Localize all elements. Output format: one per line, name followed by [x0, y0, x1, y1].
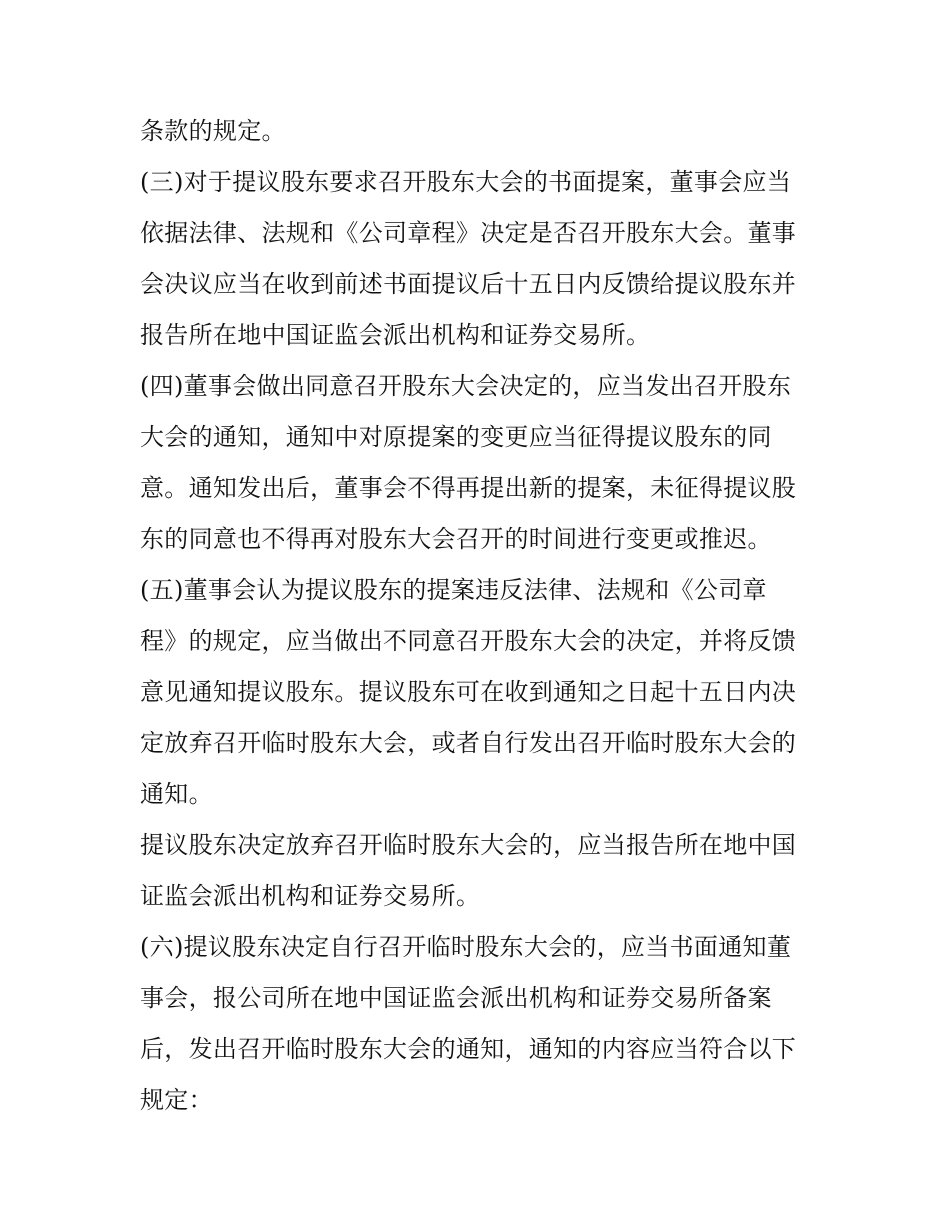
text-line: 证监会派出机构和证券交易所。 [140, 882, 481, 910]
text-line: 通知。 [140, 780, 213, 808]
text-line: 大会的通知，通知中对原提案的变更应当征得提议股东的同 [140, 423, 772, 451]
text-line: (三)对于提议股东要求召开股东大会的书面提案，董事会应当 [140, 168, 792, 196]
text-line: 提议股东决定放弃召开临时股东大会的，应当报告所在地中国 [140, 831, 797, 859]
text-line: 规定： [140, 1086, 213, 1114]
text-line: 定放弃召开临时股东大会，或者自行发出召开临时股东大会的 [140, 729, 797, 757]
text-line: 条款的规定。 [140, 117, 286, 145]
document-body [140, 106, 820, 1126]
text-line: 事会，报公司所在地中国证监会派出机构和证券交易所备案 [140, 984, 772, 1012]
text-line: 会决议应当在收到前述书面提议后十五日内反馈给提议股东并 [140, 270, 797, 298]
text-line: (五)董事会认为提议股东的提案违反法律、法规和《公司章 [140, 576, 767, 604]
text-line: 意。通知发出后，董事会不得再提出新的提案，未征得提议股 [140, 474, 797, 502]
text-line: 依据法律、法规和《公司章程》决定是否召开股东大会。董事 [140, 219, 797, 247]
text-line: (六)提议股东决定自行召开临时股东大会的，应当书面通知董 [140, 933, 792, 961]
text-line: (四)董事会做出同意召开股东大会决定的，应当发出召开股东 [140, 372, 792, 400]
text-line: 后，发出召开临时股东大会的通知，通知的内容应当符合以下 [140, 1035, 797, 1063]
text-line: 东的同意也不得再对股东大会召开的时间进行变更或推迟。 [140, 525, 772, 553]
text-line: 意见通知提议股东。提议股东可在收到通知之日起十五日内决 [140, 678, 797, 706]
text-line: 报告所在地中国证监会派出机构和证券交易所。 [140, 321, 651, 349]
text-line: 程》的规定，应当做出不同意召开股东大会的决定，并将反馈 [140, 627, 797, 655]
